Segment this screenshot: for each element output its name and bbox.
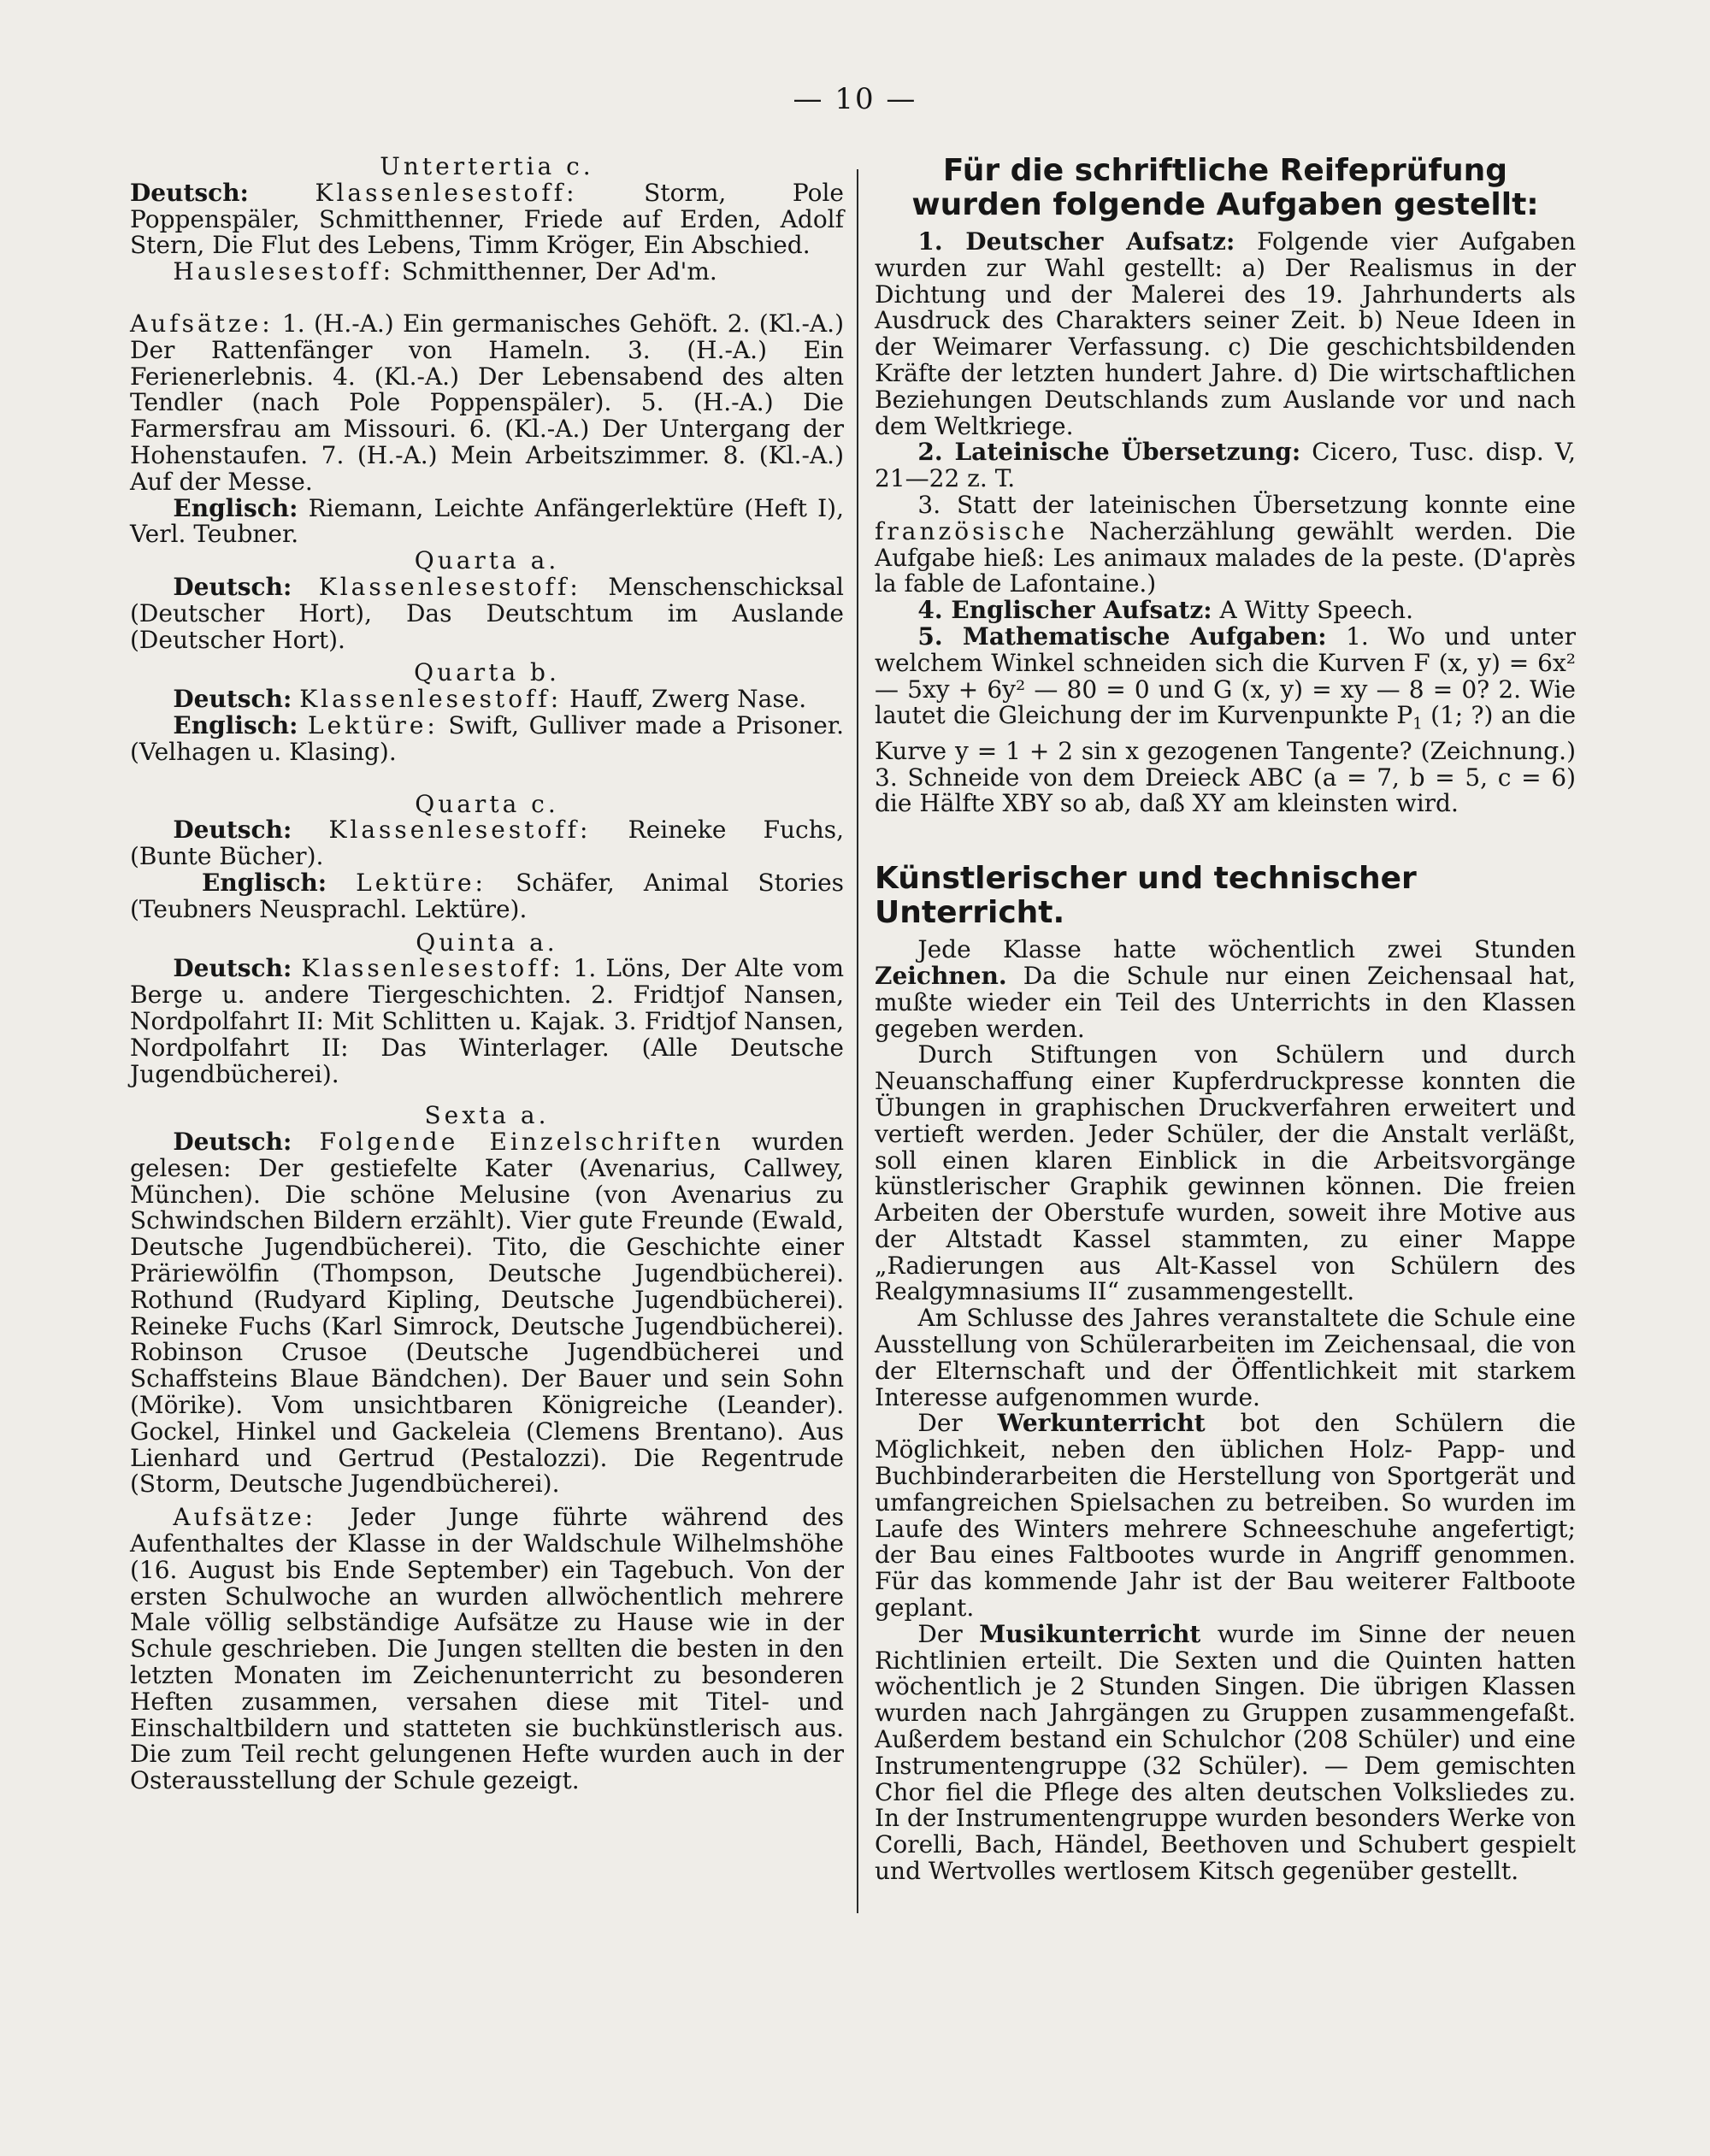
- label-aufsaetze: Aufsätze:: [130, 309, 274, 338]
- paragraph-zeichnen: [875, 937, 1576, 1042]
- label-mathematische-aufgaben: 5. Mathematische Aufgaben:: [917, 621, 1327, 651]
- text-musik-bold: Musikunterricht: [979, 1619, 1201, 1648]
- text-mathematische-aufgaben-1: 1. Wo und unter welchem Winkel schneiden sich die Kurven F (x, y) = 6x² — 5xy + 6y² — 80 = 0 und G (x, y) = xy — 8 = 0? 2. Wie lautet die Gleichung der im Kurvenpunkte P: [875, 621, 1577, 730]
- text-musik-rest: wurde im Sinne der neuen Richtlinien erteilt. Die Sexten und die Quinten hatten wöchentlich je 2 Stunden Singen. Die übrigen Klassen wurden nach Jahrgängen zu Gruppen zusammengefaßt. Außerdem bestand ein Schulchor (208 Schüler) und eine Instrumentengruppe (32 Schüler). — Dem gemischten Chor fiel die Pflege des alten deutschen Volksliedes zu. In der Instrumentengruppe wurden besonders Werke von Corelli, Bach, Händel, Beethoven und Schubert gespielt und Wertvolles wertlosem Kitsch gegenüber gestellt.: [875, 1619, 1576, 1886]
- text-werk-bold: Werkunterricht: [997, 1409, 1206, 1438]
- label-deutscher-aufsatz: 1. Deutscher Aufsatz:: [917, 227, 1235, 256]
- text-klassenlesestoff: Menschenschicksal (Deutscher Hort), Das Deutschtum im Auslande (Deutscher Hort).: [130, 572, 845, 654]
- label-einzelschriften: Folgende Einzelschriften: [319, 1128, 724, 1157]
- quarta-a-deutsch: [130, 574, 844, 653]
- right-column: [875, 154, 1576, 1885]
- quarta-b-deutsch: [130, 686, 844, 713]
- left-column: [130, 154, 844, 1794]
- heading-reifepruefung: Für die schriftliche Reifeprüfung wurden folgende Aufgaben gestellt:: [911, 153, 1539, 222]
- quarta-b-englisch: [130, 710, 844, 766]
- label-aufsaetze: Aufsätze:: [173, 1503, 317, 1532]
- paragraph-ausstellung: Am Schlusse des Jahres veranstaltete die Schule eine Ausstellung von Schülerarbeiten im Zeichensaal, die von der Elternschaft und der Öffentlichkeit mit starkem Interesse aufgenommen wurde.: [875, 1304, 1576, 1411]
- heading-sexta-a: Sexta a.: [424, 1101, 550, 1130]
- text-einzelschriften: wurden gelesen: Der gestiefelte Kater (Avenarius, Callwey, München). Die schöne Melusine (von Avenarius zu Schwindschen Bildern erzählt). Vier gute Freunde (Ewald, Deutsche Jugendbücherei). Tito, die Geschichte einer Präriewölfin (Thompson, Deutsche Jugendbücherei). Rothund (Rudyard Kipling, Deutsche Jugendbücherei). Reineke Fuchs (Karl Simrock, Deutsche Jugendbücherei). Robinson Crusoe (Deutsche Jugendbücherei und Schaffsteins Blaue Bändchen). Der Bauer und sein Sohn (Mörike). Vom unsichtbaren Königreiche (Leander). Gockel, Hinkel und Gackeleia (Clemens Brentano). Aus Lienhard und Gertrud (Pestalozzi). Die Regentrude (Storm, Deutsche Jugendbücherei).: [130, 1128, 844, 1499]
- quinta-a-deutsch: [130, 956, 844, 1087]
- text-aufsaetze: 1. (H.-A.) Ein germanisches Gehöft. 2. (Kl.-A.) Der Rattenfänger von Hameln. 3. (H.-A.) Ein Ferienerlebnis. 4. (Kl.-A.) Der Lebensabend des alten Tendler (nach Pole Poppenspäler). 5. (H.-A.) Die Farmersfrau am Missouri. 6. (Kl.-A.) Der Untergang der Hohenstaufen. 7. (H.-A.) Mein Arbeitszimmer. 8. (Kl.-A.) Auf der Messe.: [130, 309, 844, 496]
- untertertia-aufsaetze: [130, 311, 844, 496]
- label-hauslesestoff: Hauslesestoff:: [173, 257, 395, 286]
- task-deutscher-aufsatz: [875, 229, 1576, 439]
- label-deutsch: Deutsch:: [173, 954, 292, 983]
- untertertia-deutsch: [130, 180, 844, 259]
- paragraph-graphik: Durch Stiftungen von Schülern und durch Neuanschaffung einer Kupferdruckpresse konnten die Übungen in graphischen Druckverfahren erweitert und vertieft werden. Jeder Schüler, der die Anstalt verläßt, soll einen klaren Einblick in die Arbeitsvorgänge künstlerischer Graphik gewinnen können. Die freien Arbeiten der Oberstufe wurden, soweit ihre Motive aus der Altstadt Kassel stammten, zu einer Mappe „Radierungen aus Alt-Kassel von Schülern des Realgymnasiums II“ zusammengestellt.: [875, 1040, 1576, 1306]
- sexta-a-aufsaetze: [130, 1505, 844, 1794]
- text-musik-intro: Der: [917, 1619, 963, 1648]
- untertertia-hauslesestoff: [130, 259, 844, 286]
- text-lektuere: Swift, Gulliver made a Prisoner. (Velhagen u. Klasing).: [130, 710, 844, 766]
- label-lektuere: Lektüre:: [308, 710, 439, 739]
- text-franzoesisch-intro: 3. Statt der lateinischen Übersetzung konnte eine: [917, 490, 1576, 519]
- text-klassenlesestoff: 1. Löns, Der Alte vom Berge u. andere Tiergeschichten. 2. Fridtjof Nansen, Nordpolfahrt II: Mit Schlitten u. Kajak. 3. Fridtjof Nansen, Nordpolfahrt II: Das Winterlager. (Alle Deutsche Jugendbücherei).: [130, 954, 845, 1088]
- label-deutsch: Deutsch:: [173, 816, 292, 845]
- label-deutsch: Deutsch:: [130, 178, 249, 207]
- label-klassenlesestoff: Klassenlesestoff:: [301, 954, 564, 983]
- label-lateinische-uebersetzung: 2. Lateinische Übersetzung:: [917, 438, 1301, 467]
- task-mathematische-aufgaben: [875, 621, 1577, 818]
- text-lateinische-uebersetzung: Cicero, Tusc. disp. V, 21—22 z. T.: [875, 438, 1577, 493]
- heading-kunst-technik: Künstlerischer und technischer Unterricht.: [875, 861, 1417, 931]
- label-klassenlesestoff: Klassenlesestoff:: [318, 572, 581, 601]
- task-lateinische-uebersetzung: [875, 439, 1576, 492]
- subscript-index: 1: [1412, 715, 1423, 733]
- quarta-c-deutsch: [130, 817, 844, 870]
- text-werk-intro: Der: [917, 1409, 963, 1438]
- text-mathematische-aufgaben-2: (1; ?) an die Kurve y = 1 + 2 sin x gezogenen Tangente? (Zeichnung.) 3. Schneide von dem Dreieck ABC (a = 7, b = 5, c = 6) die Hälfte XBY so ab, daß XY am kleinsten wird.: [875, 701, 1577, 818]
- task-franzoesische-nacherzaehlung: [875, 492, 1576, 598]
- label-englischer-aufsatz: 4. Englischer Aufsatz:: [917, 596, 1212, 625]
- text-englischer-aufsatz: A Witty Speech.: [1219, 596, 1413, 625]
- label-deutsch: Deutsch:: [173, 1128, 292, 1157]
- text-zeichnen-bold: Zeichnen.: [875, 961, 1007, 990]
- text-franzoesisch-rest: Nacherzählung gewählt werden. Die Aufgabe hieß: Les animaux malades de la peste. (D'après la fable de Lafontaine.): [875, 516, 1576, 598]
- text-zeichnen-intro: Jede Klasse hatte wöchentlich zwei Stunden: [917, 935, 1576, 964]
- task-englischer-aufsatz: [875, 598, 1576, 624]
- label-deutsch: Deutsch:: [173, 685, 292, 714]
- heading-quinta-a: Quinta a.: [416, 928, 558, 957]
- text-werk-rest: bot den Schülern die Möglichkeit, neben den üblichen Holz- Papp- und Buchbinderarbeiten die Herstellung von Sportgerät und umfangreichen Spielsachen zu betreiben. So wurden im Laufe des Winters mehrere Schneeschuhe angefertigt; der Bau eines Faltbootes wurde in Angriff genommen. Für das kommende Jahr ist der Bau weiterer Faltboote geplant.: [875, 1409, 1577, 1623]
- column-divider: [857, 169, 858, 1913]
- untertertia-englisch: [130, 493, 844, 549]
- text-franzoesisch: französische: [875, 516, 1069, 545]
- heading-untertertia-c: Untertertia c.: [380, 152, 594, 180]
- label-klassenlesestoff: Klassenlesestoff:: [328, 816, 592, 845]
- label-klassenlesestoff: Klassenlesestoff:: [315, 178, 578, 207]
- label-deutsch: Deutsch:: [173, 572, 292, 601]
- text-zeichnen-rest: Da die Schule nur einen Zeichensaal hat, mußte wieder ein Teil des Unterrichts in den Klassen gegeben werden.: [875, 961, 1576, 1043]
- page-number: — 10 —: [793, 82, 917, 116]
- text-klassenlesestoff: Hauff, Zwerg Nase.: [569, 685, 807, 714]
- text-lektuere: Schäfer, Animal Stories (Teubners Neusprachl. Lektüre).: [130, 868, 845, 923]
- label-lektuere: Lektüre:: [356, 868, 486, 897]
- text-aufsaetze: Jeder Junge führte während des Aufenthaltes der Klasse in der Waldschule Wilhelmshöhe (16. August bis Ende September) ein Tagebuch. Von der ersten Schulwoche an wurden allwöchentlich mehrere Male völlig selbständige Aufsätze zu Hause wie in der Schule geschrieben. Die Jungen stellten die besten in den letzten Monaten im Zeichenunterricht zu besonderen Heften zusammen, versahen diese mit Titel- und Einschaltbildern und statteten sie buchkünstlerisch aus. Die zum Teil recht gelungenen Hefte wurden auch in der Osterausstellung der Schule gezeigt.: [130, 1503, 844, 1795]
- label-englisch: Englisch:: [173, 710, 298, 739]
- text-klassenlesestoff: Storm, Pole Poppenspäler, Schmitthenner, Friede auf Erden, Adolf Stern, Die Flut des Lebens, Timm Kröger, Ein Abschied.: [130, 178, 845, 260]
- text-hauslesestoff: Schmitthenner, Der Ad'm.: [401, 257, 717, 286]
- label-englisch: Englisch:: [202, 868, 327, 897]
- heading-quarta-b: Quarta b.: [414, 658, 560, 687]
- heading-quarta-a: Quarta a.: [414, 546, 560, 575]
- sexta-a-deutsch: [130, 1129, 844, 1498]
- text-klassenlesestoff: Reineke Fuchs, (Bunte Bücher).: [130, 816, 845, 871]
- heading-quarta-c: Quarta c.: [415, 789, 559, 818]
- label-klassenlesestoff: Klassenlesestoff:: [299, 685, 563, 714]
- quarta-c-englisch: [130, 870, 844, 923]
- paragraph-musikunterricht: [875, 1619, 1576, 1886]
- paragraph-werkunterricht: [875, 1411, 1576, 1621]
- label-englisch: Englisch:: [173, 493, 298, 522]
- text-englisch: Riemann, Leichte Anfängerlektüre (Heft I), Verl. Teubner.: [130, 493, 844, 549]
- text-deutscher-aufsatz: Folgende vier Aufgaben wurden zur Wahl gestellt: a) Der Realismus in der Dichtung und der Malerei des 19. Jahrhunderts als Ausdruck des Charakters seiner Zeit. b) Neue Ideen in der Weimarer Verfassung. c) Die geschichtsbildenden Kräfte der letzten hundert Jahre. d) Die wirtschaftlichen Beziehungen Deutschlands zum Auslande vor und nach dem Weltkriege.: [875, 227, 1576, 440]
